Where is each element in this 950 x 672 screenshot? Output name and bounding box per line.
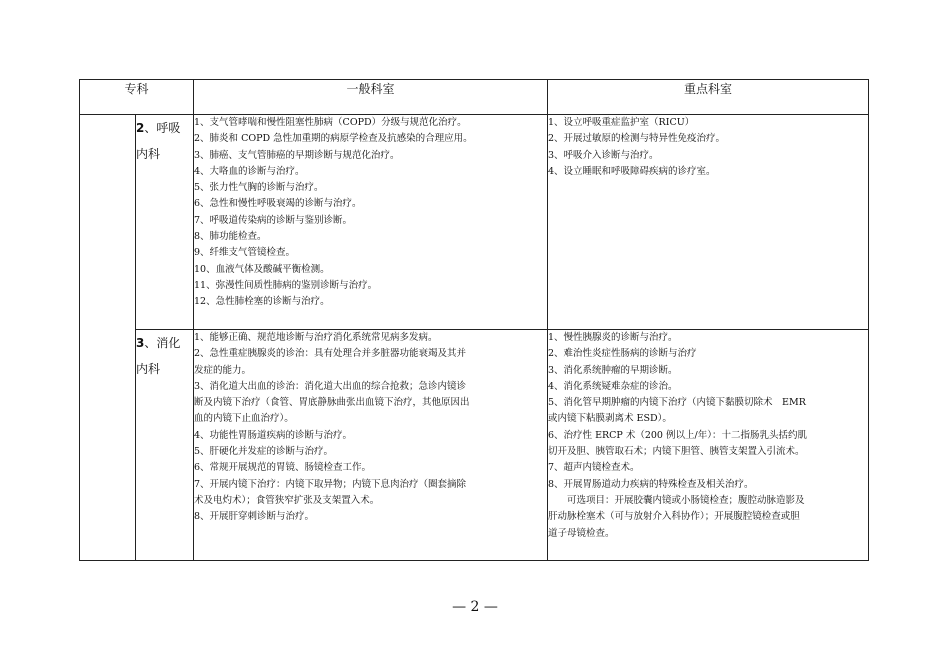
list-item: 肝动脉栓塞术（可与放射介入科协作）；开展腹腔镜检查或胆 bbox=[548, 511, 800, 523]
list-item: 7、呼吸道传染病的诊断与鉴别诊断。 bbox=[194, 214, 353, 226]
list-item: 11、弥漫性间质性肺病的鉴别诊断与治疗。 bbox=[194, 279, 378, 291]
list-item: 2、肺炎和 COPD 急性加重期的病原学检查及抗感染的合理应用。 bbox=[194, 133, 473, 145]
list-item: 7、超声内镜检查术。 bbox=[548, 462, 640, 474]
list-item: 3、消化道大出血的诊治：消化道大出血的综合抢救；急诊内镜诊 bbox=[194, 380, 467, 392]
list-item: 12、急性肺栓塞的诊断与治疗。 bbox=[194, 296, 330, 308]
table-row bbox=[80, 115, 869, 330]
specialty-group-cell bbox=[80, 115, 136, 561]
key-dept-requirements bbox=[548, 115, 869, 330]
page-number: — 2 — bbox=[452, 599, 498, 615]
list-item: 术及电灼术）；食管狭窄扩张及支架置入术。 bbox=[194, 494, 380, 506]
dept-name-respiratory bbox=[136, 115, 194, 330]
header-specialty: 专科 bbox=[80, 80, 194, 115]
general-dept-requirements bbox=[194, 115, 548, 330]
dept-number: 2 bbox=[136, 121, 145, 135]
list-item: 血的内镜下止血治疗）。 bbox=[194, 413, 294, 425]
header-row bbox=[80, 80, 869, 115]
list-item: 可选项目：开展胶囊内镜或小肠镜检查；腹腔动脉造影及 bbox=[567, 494, 805, 506]
list-item: 3、肺癌、支气管肺癌的早期诊断与规范化治疗。 bbox=[194, 149, 400, 161]
list-item: 5、张力性气胸的诊断与治疗。 bbox=[194, 182, 324, 194]
list-item: 6、治疗性 ERCP 术（200 例以上/年）：十二指肠乳头括约肌 bbox=[548, 429, 807, 441]
list-item: 3、呼吸介入诊断与治疗。 bbox=[548, 149, 659, 161]
list-item: 发症的能力。 bbox=[194, 364, 252, 376]
table-row bbox=[80, 330, 869, 561]
list-item: 7、开展内镜下治疗：内镜下取异物；内镜下息肉治疗（圈套摘除 bbox=[194, 478, 467, 490]
list-item: 1、慢性胰腺炎的诊断与治疗。 bbox=[548, 332, 678, 343]
dept-name-part2: 内科 bbox=[136, 147, 161, 161]
list-item: 6、常规开展规范的胃镜、肠镜检查工作。 bbox=[194, 462, 372, 474]
list-item: 5、肝硬化并发症的诊断与治疗。 bbox=[194, 446, 334, 458]
list-item: 4、消化系统疑难杂症的诊治。 bbox=[548, 380, 678, 392]
list-item: 9、纤维支气管镜检查。 bbox=[194, 247, 296, 259]
dept-name-gastro bbox=[136, 330, 194, 561]
list-item: 或内镜下粘膜剥离术 ESD）。 bbox=[548, 413, 672, 425]
list-item: 5、消化管早期肿瘤的内镜下治疗（内镜下黏膜切除术 EMR bbox=[548, 397, 806, 409]
key-dept-requirements bbox=[548, 330, 869, 561]
list-item: 道子母镜检查。 bbox=[548, 527, 615, 539]
dept-name-part1: 、呼吸 bbox=[144, 121, 181, 135]
list-item: 8、肺功能检查。 bbox=[194, 231, 267, 243]
list-item: 1、支气管哮喘和慢性阻塞性肺病（COPD）分级与规范化治疗。 bbox=[194, 117, 467, 128]
dept-name-part2: 内科 bbox=[136, 362, 161, 376]
list-item: 4、功能性胃肠道疾病的诊断与治疗。 bbox=[194, 429, 353, 441]
list-item: 8、开展肝穿刺诊断与治疗。 bbox=[194, 511, 315, 523]
list-item: 4、设立睡眠和呼吸障碍疾病的诊疗室。 bbox=[548, 165, 716, 177]
general-dept-requirements bbox=[194, 330, 548, 561]
list-item: 2、难治性炎症性肠病的诊断与治疗 bbox=[548, 348, 697, 360]
list-item: 切开及胆、胰管取石术；内镜下胆管、胰管支架置入引流术。 bbox=[548, 446, 805, 458]
list-item: 2、开展过敏原的检测与特异性免疫治疗。 bbox=[548, 133, 726, 145]
header-general-dept: 一般科室 bbox=[194, 80, 548, 115]
list-item: 10、血液气体及酸碱平衡检测。 bbox=[194, 263, 330, 275]
list-item: 1、设立呼吸重症监护室（RICU） bbox=[548, 117, 695, 128]
specialty-table bbox=[79, 79, 869, 561]
list-item: 1、能够正确、规范地诊断与治疗消化系统常见病多发病。 bbox=[194, 332, 438, 343]
header-key-dept: 重点科室 bbox=[548, 80, 869, 115]
dept-name-part1: 、消化 bbox=[144, 336, 181, 350]
list-item: 2、急性重症胰腺炎的诊治：具有处理合并多脏器功能衰竭及其并 bbox=[194, 348, 467, 360]
list-item: 断及内镜下治疗（食管、胃底静脉曲张出血镜下治疗，其他原因出 bbox=[194, 397, 470, 409]
list-item: 4、大咯血的诊断与治疗。 bbox=[194, 165, 305, 177]
list-item: 8、开展胃肠道动力疾病的特殊检查及相关治疗。 bbox=[548, 478, 754, 490]
list-item: 3、消化系统肿瘤的早期诊断。 bbox=[548, 364, 678, 376]
list-item: 6、急性和慢性呼吸衰竭的诊断与治疗。 bbox=[194, 198, 362, 210]
dept-number: 3 bbox=[136, 336, 145, 350]
